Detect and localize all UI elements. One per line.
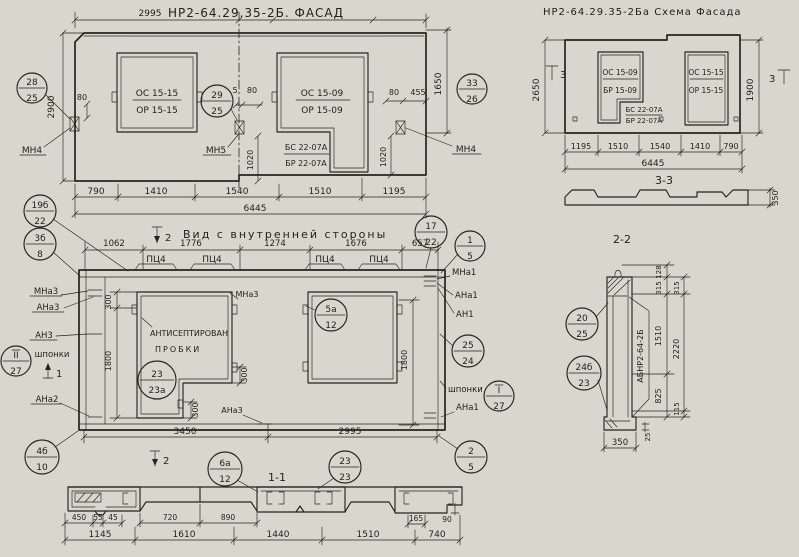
section-1-1-profile	[68, 487, 462, 515]
label-ana3-mid: АНа3	[221, 406, 243, 415]
section-3-3-dim	[748, 187, 780, 208]
section-2-2-label: 2-2	[613, 233, 631, 246]
callout-I-27	[484, 381, 514, 412]
callout-23-23	[318, 451, 361, 489]
label-ana3: АНа3	[36, 303, 60, 313]
right-edge-ticks	[424, 276, 436, 418]
callout-top: 20	[576, 314, 588, 324]
dim: 3450	[173, 427, 197, 437]
label-ana2: АНа2	[35, 395, 59, 405]
label-an1: АН1	[456, 310, 474, 320]
dim-total: 6445	[641, 159, 665, 169]
callout-top: 5а	[325, 305, 337, 315]
dim: 1540	[649, 142, 671, 151]
callout-1-5	[441, 231, 485, 273]
dim: 790	[723, 142, 739, 151]
label-mna3-mid: МНа3	[235, 290, 259, 299]
pc4-label: ПЦ4	[202, 255, 222, 265]
dim: 1510	[308, 187, 332, 197]
dim: 1800	[104, 350, 113, 372]
dim: 45	[108, 513, 118, 522]
callout-top: 25	[462, 341, 474, 351]
pc4-label: ПЦ4	[369, 255, 389, 265]
callout-bottom: 12	[325, 321, 337, 331]
callout-top: 17	[425, 222, 437, 232]
callout-top: 28	[26, 78, 38, 88]
callout-bottom: 23	[339, 473, 351, 483]
callout-bottom: 25	[211, 107, 223, 117]
callout-4b-10	[25, 431, 78, 474]
dim: 1676	[345, 239, 367, 249]
callout-24b-23	[567, 356, 607, 410]
dim: 1800	[400, 349, 409, 371]
callout-top: 23	[151, 370, 163, 380]
dim: 300	[104, 294, 113, 310]
callout-bottom: 25	[26, 94, 38, 104]
callout-bottom: 23	[578, 379, 590, 389]
callout-2-5	[439, 436, 487, 473]
mark-label-mn5: МН5	[205, 146, 227, 156]
callout-top: 3б	[34, 234, 46, 244]
inner-panel-outline	[79, 270, 445, 430]
facade-window-1	[112, 53, 202, 132]
block-mark: БС 22-07А	[625, 106, 663, 114]
dim: 740	[428, 530, 446, 540]
facade-window-2	[272, 53, 373, 172]
dim: 1440	[266, 530, 290, 540]
section-marker-2-bottom	[150, 451, 169, 467]
inner-right-dim	[399, 297, 419, 428]
section-marker-3: 3	[560, 70, 567, 81]
dim: 315	[655, 281, 663, 295]
window-mark: ОР 15-09	[301, 106, 343, 116]
dim: 1195	[570, 142, 592, 151]
schema-title: НР2-64.29.35-2Ба Схема Фасада	[543, 7, 742, 18]
section-2-2	[566, 233, 690, 452]
callout-33-26	[457, 74, 487, 105]
callout-top: 23	[339, 457, 351, 467]
dim: 300	[191, 402, 200, 418]
dim: 1900	[746, 78, 756, 102]
dim: 1510	[607, 142, 629, 151]
callout-bottom: 12	[219, 475, 231, 485]
label-shponki-right: шпонки	[448, 385, 483, 395]
dim: 1410	[144, 187, 168, 197]
left-strip-ticks	[88, 290, 102, 417]
callout-28-25	[17, 73, 70, 119]
dim: 1510	[356, 530, 380, 540]
dim: 1195	[382, 187, 406, 197]
dim: 1274	[264, 239, 286, 249]
callout-3b-8	[24, 228, 80, 276]
inner-bottom-dimensions	[81, 424, 440, 443]
callout-top: 6а	[219, 459, 231, 469]
callout-top: 33	[466, 79, 478, 89]
callout-top: I	[497, 386, 501, 396]
callout-top: 2	[468, 447, 474, 457]
callout-bottom: 25	[576, 330, 588, 340]
section-3-3-label: 3-3	[655, 174, 673, 187]
callout-bottom: 5	[467, 252, 473, 262]
dim: 5	[232, 86, 238, 95]
dim: 1776	[180, 239, 202, 249]
dim: 2995	[138, 9, 162, 19]
marker-label: 2	[163, 456, 170, 467]
dim: 2900	[47, 95, 57, 119]
dim: 300	[240, 367, 249, 383]
window-mark: ОС 15-09	[300, 89, 344, 99]
dim: 1020	[246, 149, 255, 171]
callout-bottom: 26	[466, 95, 478, 105]
callout-bottom: 5	[468, 463, 474, 473]
window-mark: ОС 15-09	[602, 68, 638, 77]
label-an3: АН3	[35, 331, 53, 341]
callout-top: 4б	[36, 447, 48, 457]
label-ana1: АНа1	[455, 291, 478, 301]
dim: 1540	[225, 187, 249, 197]
dim: 165	[408, 514, 424, 523]
callout-bottom: 8	[37, 250, 43, 260]
dim: 1410	[689, 142, 711, 151]
facade-schema	[532, 7, 790, 208]
section-3-3-profile	[565, 190, 748, 205]
dim: 115	[673, 402, 681, 416]
dim: 350	[771, 190, 780, 206]
callout-bottom: 10	[36, 463, 48, 473]
callout-top: 29	[211, 91, 223, 101]
facade-dimensions	[47, 9, 451, 218]
schema-dimensions	[532, 37, 790, 173]
label-mna1: МНа1	[452, 268, 477, 278]
dim: 350	[611, 438, 629, 448]
dim: 55	[93, 513, 103, 522]
window-mark: ОР 15-15	[688, 86, 724, 95]
dim: 2220	[672, 338, 681, 360]
dim: 1610	[172, 530, 196, 540]
inner-view-title: Вид с внутренней стороны	[183, 228, 388, 241]
dim: 1650	[434, 72, 444, 96]
facade-title: НР2-64.29.35-2Б. ФАСАД	[168, 6, 344, 20]
inner-opening-1	[132, 292, 237, 418]
dim: 80	[246, 86, 258, 95]
callout-top: 19б	[31, 201, 49, 211]
dim: 1510	[654, 325, 663, 347]
schema-window-2	[685, 52, 728, 125]
dim: 1145	[88, 530, 112, 540]
pc4-label: ПЦ4	[146, 255, 166, 265]
dim: 80	[388, 88, 400, 97]
plugs-note: ПРОБКИ	[155, 345, 202, 354]
dim: 25	[644, 432, 652, 442]
marker-label: 2	[165, 233, 172, 244]
dim: 890	[220, 513, 236, 522]
dim: 80	[76, 93, 88, 102]
callout-bottom: 24	[462, 357, 474, 367]
callout-bottom: 27	[10, 367, 22, 377]
dim: 825	[654, 388, 663, 404]
dim: 1062	[103, 239, 125, 249]
section-2-2-profile	[604, 270, 636, 430]
pc4-tabs	[135, 255, 400, 270]
plugs-note: АНТИСЕПТИРОВАН	[150, 329, 228, 338]
mark-label-mn4-right: МН4	[455, 145, 477, 155]
callout-II-27	[1, 346, 31, 377]
window-mark: ОС 15-15	[688, 68, 724, 77]
facade-elevation	[17, 6, 487, 218]
dim: 657	[411, 239, 429, 249]
section-1-1	[62, 451, 463, 545]
marker-label: 1	[56, 369, 63, 380]
inner-panel-lines	[79, 270, 445, 430]
block-mark: БР 22-07А	[625, 117, 663, 125]
panel-mark-vertical: АБНР2-64-2Б	[636, 329, 645, 383]
dim: 128	[655, 265, 663, 279]
inner-view	[1, 195, 514, 474]
dim: 315	[673, 281, 681, 295]
callout-23-23a	[138, 361, 176, 399]
dim: 790	[87, 187, 105, 197]
callout-top: II	[13, 351, 19, 361]
window-mark: ОР 15-15	[136, 106, 178, 116]
label-shponki-left: шпонки	[34, 350, 70, 360]
block-mark: БР 22-07А	[285, 159, 327, 168]
callout-20-25	[566, 303, 608, 340]
callout-bottom: 27	[493, 402, 505, 412]
section-marker-3: 3	[769, 74, 776, 85]
dim: 720	[162, 513, 178, 522]
mark-label-mn4: МН4	[21, 146, 43, 156]
dim: 1020	[379, 146, 388, 168]
label-ana1-bottom: АНа1	[456, 403, 479, 413]
dim-total: 6445	[243, 204, 267, 214]
pc4-label: ПЦ4	[315, 255, 335, 265]
dim: 2650	[532, 78, 542, 102]
callout-top: 24б	[575, 363, 593, 373]
dim: 90	[442, 515, 452, 524]
label-mna3: МНа3	[33, 287, 59, 297]
dim: 455	[410, 88, 426, 97]
window-mark: БР 15-09	[603, 86, 637, 95]
callout-top: 1	[467, 236, 473, 246]
callout-25-24	[440, 334, 484, 367]
section-1-1-label: 1-1	[268, 471, 286, 484]
callout-bottom: 22	[34, 217, 46, 227]
section-marker-1	[43, 363, 62, 380]
section-marker-2-top	[152, 227, 171, 244]
callout-bottom: 23а	[148, 386, 166, 396]
callout-bottom: 22	[425, 238, 437, 248]
window-mark: ОС 15-15	[135, 89, 179, 99]
block-mark: БС 22-07А	[284, 143, 328, 152]
callout-6a-12	[208, 452, 258, 492]
dim: 2995	[338, 427, 362, 437]
dim: 450	[71, 513, 87, 522]
schema-window-1	[598, 52, 663, 125]
